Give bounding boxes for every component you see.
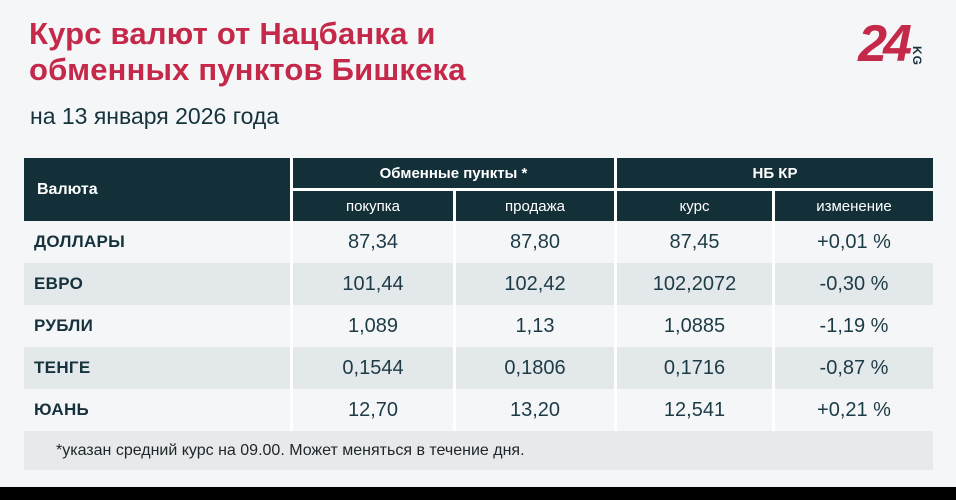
table-row-rubles xyxy=(24,305,933,347)
page-title-line2: обменных пунктов Бишкека xyxy=(29,52,466,87)
currency-name: ТЕНГЕ xyxy=(24,347,290,389)
bottom-black-bar xyxy=(0,487,956,500)
buy-value: 0,1544 xyxy=(293,347,453,389)
logo-kg-label: KG xyxy=(910,46,924,66)
group-header-row xyxy=(293,158,933,188)
table-row-dollars xyxy=(24,221,933,263)
sell-value: 13,20 xyxy=(456,389,614,431)
change-value: +0,21 % xyxy=(775,389,933,431)
table-row-yuan xyxy=(24,389,933,431)
change-value: -0,87 % xyxy=(775,347,933,389)
logo-24-icon: 24 xyxy=(858,15,908,73)
footnote: *указан средний курс на 09.00. Может меняться в течение дня. xyxy=(24,431,933,470)
rate-value: 102,2072 xyxy=(617,263,772,305)
currency-name: РУБЛИ xyxy=(24,305,290,347)
rate-value: 0,1716 xyxy=(617,347,772,389)
table-header xyxy=(24,158,933,221)
rate-value: 87,45 xyxy=(617,221,772,263)
buy-value: 12,70 xyxy=(293,389,453,431)
header-right-block xyxy=(293,158,933,221)
group-header-nbkr: НБ КР xyxy=(617,158,933,188)
buy-value: 1,089 xyxy=(293,305,453,347)
buy-value: 87,34 xyxy=(293,221,453,263)
date-subtitle: на 13 января 2026 года xyxy=(30,103,280,129)
currency-name: ЕВРО xyxy=(24,263,290,305)
change-value: -0,30 % xyxy=(775,263,933,305)
rate-value: 1,0885 xyxy=(617,305,772,347)
sell-value: 102,42 xyxy=(456,263,614,305)
sell-value: 87,80 xyxy=(456,221,614,263)
sub-header-rate: курс xyxy=(617,191,772,221)
sell-value: 1,13 xyxy=(456,305,614,347)
sub-header-sell: продажа xyxy=(456,191,614,221)
page-title-line1: Курс валют от Нацбанка и xyxy=(29,16,436,51)
currency-table xyxy=(24,158,933,470)
change-value: +0,01 % xyxy=(775,221,933,263)
currency-name: ЮАНЬ xyxy=(24,389,290,431)
sub-header-change: изменение xyxy=(775,191,933,221)
sub-header-buy: покупка xyxy=(293,191,453,221)
table-row-tenge xyxy=(24,347,933,389)
change-value: -1,19 % xyxy=(775,305,933,347)
group-header-exchange-offices: Обменные пункты * xyxy=(293,158,614,188)
rate-value: 12,541 xyxy=(617,389,772,431)
brand-logo xyxy=(858,15,924,73)
table-row-euro xyxy=(24,263,933,305)
buy-value: 101,44 xyxy=(293,263,453,305)
page-title xyxy=(29,16,466,88)
sell-value: 0,1806 xyxy=(456,347,614,389)
currency-name: ДОЛЛАРЫ xyxy=(24,221,290,263)
sub-header-row xyxy=(293,191,933,221)
header-currency: Валюта xyxy=(24,158,290,221)
